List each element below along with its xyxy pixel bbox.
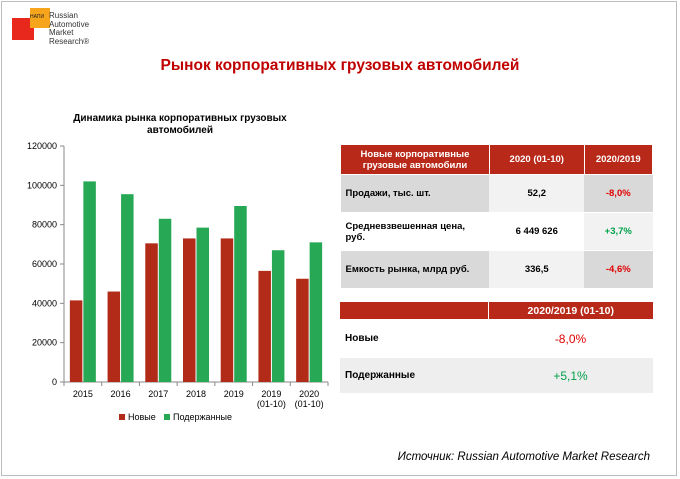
legend-label: Новые <box>128 412 156 422</box>
logo-line: Russian <box>49 11 78 20</box>
logo-line: Automotive <box>49 19 90 29</box>
bar-new <box>296 279 309 382</box>
row-value: 52,2 <box>489 175 584 213</box>
x-tick-label: 2015 <box>72 389 93 399</box>
y-tick-label: 20000 <box>31 337 57 348</box>
logo-line: Market <box>49 28 74 38</box>
row-label: Новые <box>340 320 488 357</box>
y-tick-label: 60000 <box>31 259 57 269</box>
bar-used <box>310 242 323 382</box>
row-change: -8,0% <box>584 175 652 213</box>
legend-swatch <box>164 414 170 420</box>
header-change: 2020/2019 <box>584 145 652 175</box>
bar-new <box>258 271 271 382</box>
bar-used <box>197 228 210 382</box>
row-label: Емкость рынка, млрд руб. <box>341 251 490 289</box>
bar-used <box>121 194 134 382</box>
x-tick-label: 2016 <box>110 389 131 399</box>
bar-used <box>234 206 247 382</box>
x-tick-label: 2018 <box>185 389 207 399</box>
bar-used <box>272 250 285 382</box>
x-tick-label: 2019 (01-10) <box>256 389 286 409</box>
x-tick-label: 2017 <box>148 389 169 399</box>
row-change: +3,7% <box>584 213 652 251</box>
page-title: Рынок корпоративных грузовых автомобилей <box>160 57 520 74</box>
row-label: Средневзвешенная цена, руб. <box>341 213 490 251</box>
y-tick-label: 100000 <box>26 180 57 191</box>
row-value: -8,0% <box>488 320 653 357</box>
table-row <box>341 251 653 289</box>
y-tick-label: 120000 <box>26 141 57 151</box>
legend-swatch <box>119 414 125 420</box>
bar-new <box>221 238 234 382</box>
logo-line: Research® <box>49 36 90 46</box>
bar-used <box>83 181 96 382</box>
table-row <box>341 213 653 251</box>
bar-new <box>108 292 121 382</box>
table-row <box>340 357 653 393</box>
x-tick-label: 2020 (01-10) <box>294 389 324 409</box>
table-row <box>341 175 653 213</box>
y-tick-label: 80000 <box>31 219 57 230</box>
bar-new <box>70 300 83 382</box>
table-header-row <box>341 145 653 175</box>
y-tick-label: 40000 <box>31 298 57 309</box>
row-change: -4,6% <box>584 251 652 289</box>
chart-title: Динамика рынка корпоративных грузовых автомобилей <box>73 113 287 136</box>
row-label: Продажи, тыс. шт. <box>341 175 490 213</box>
header-period: 2020/2019 (01-10) <box>488 302 653 320</box>
row-value: 6 449 626 <box>489 213 584 251</box>
logo-small-text: НАПИ <box>30 14 45 20</box>
legend-label: Подержанные <box>173 412 232 422</box>
header-label: Новые корпоративные грузовые автомобили <box>341 145 490 175</box>
y-tick-label: 0 <box>51 377 57 387</box>
table-header-row <box>340 302 653 320</box>
source-note: Источник: Russian Automotive Market Research <box>397 451 650 463</box>
x-tick-label: 2019 <box>223 389 244 399</box>
header-blank <box>340 302 488 320</box>
row-value: +5,1% <box>488 357 653 393</box>
stats-table <box>340 144 653 289</box>
bar-new <box>145 243 158 382</box>
bar-new <box>183 238 196 382</box>
row-label: Подержанные <box>340 357 488 393</box>
header-period: 2020 (01-10) <box>489 145 584 175</box>
row-value: 336,5 <box>489 251 584 289</box>
yoy-table <box>340 302 653 393</box>
table-row <box>340 320 653 357</box>
bar-used <box>159 219 172 382</box>
